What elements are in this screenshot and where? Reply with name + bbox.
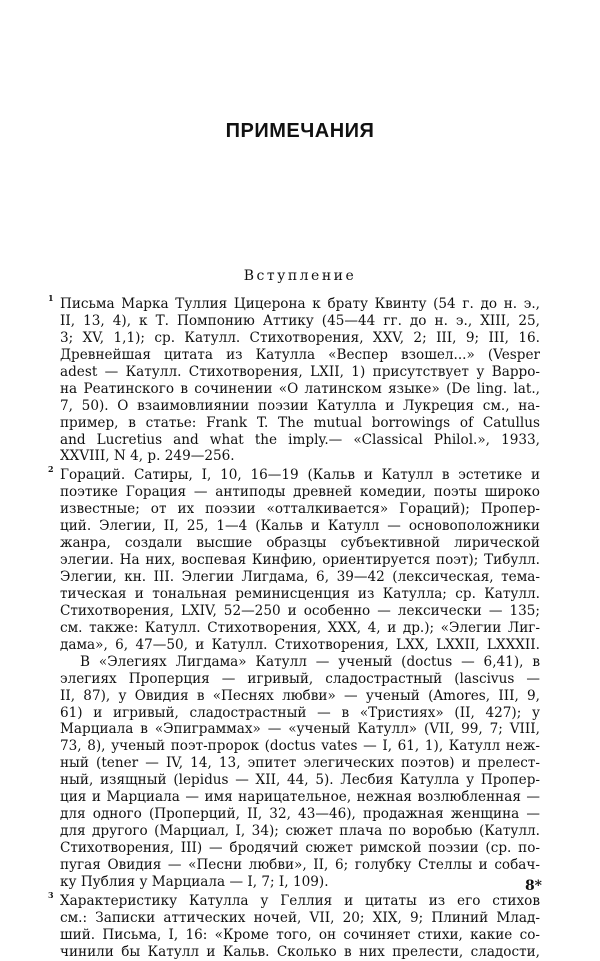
note-line: В «Элегиях Лигдама» Катулл — ученый (doctus — 6,41), в	[80, 653, 540, 670]
notes-list	[48, 293, 540, 961]
note-line: Элегии, кн. III. Элегии Лигдама, 6, 39—42 (лексическая, тема-	[60, 569, 540, 585]
note-line: 7, 50). О взаимовлиянии поэзии Катулла и Лукреция см., на-	[60, 397, 540, 414]
page-title: ПРИМЕЧАНИЯ	[225, 120, 375, 142]
section-heading: Вступление	[243, 268, 357, 284]
note-line: см.: Записки аттических ночей, VII, 20; XIX, 9; Плиний Млад-	[60, 909, 540, 926]
note-1	[48, 293, 540, 465]
note-line: пример, в статье: Frank T. The mutual borrowings of Catullus	[60, 414, 540, 431]
note-line: для одного (Проперций, II, 32, 43—46), продажная женщина —	[60, 806, 540, 823]
note-line: Письма Марка Туллия Цицерона к брату Квинту (54 г. до н. э.,	[60, 296, 540, 312]
note-line: чинили бы Катулл и Кальв. Сколько в них прелести, сладости,	[60, 943, 540, 960]
note-line: ция и Марциала — имя нарицательное, нежная возлюбленная —	[60, 789, 540, 806]
note-marker: 3	[48, 889, 54, 900]
note-line: ный, изящный (lepidus — XII, 44, 5). Лесбия Катулла у Пропер-	[60, 772, 540, 789]
note-line: Стихотворения, LXIV, 52—250 и особенно — лексически — 135;	[60, 602, 540, 619]
note-line: Марциала в «Эпиграммах» — «ученый Катулл» (VII, 99, 7; VIII,	[60, 721, 540, 738]
note-line: II, 87), у Овидия в «Песнях любви» — ученый (Amores, III, 9,	[60, 687, 540, 704]
note-line: ший. Письма, I, 16: «Кроме того, он сочиняет стихи, какие со-	[60, 926, 540, 943]
note-line: Стихотворения, III) — бродячий сюжет римской поэзии (ср. по-	[60, 840, 540, 856]
note-line: Гораций. Сатиры, I, 10, 16—19 (Кальв и Катулл в эстетике и	[60, 467, 540, 484]
note-marker: 2	[48, 464, 54, 475]
note-line: 3; XV, 1,1); ср. Катулл. Стихотворения, XXV, 2; III, 9; III, 16.	[60, 329, 540, 346]
note-2	[48, 464, 540, 890]
note-marker: 1	[48, 293, 54, 303]
note-line: ный (tener — IV, 14, 13, эпитет элегических поэтов) и прелест-	[60, 755, 540, 772]
note-line: жанра, создали высшие образцы субъективной лирической	[60, 535, 540, 552]
note-line: Древнейшая цитата из Катулла «Веспер взошел...» (Vesper	[60, 346, 540, 363]
page-number: 8*	[524, 878, 542, 894]
note-line: поэтике Горация — антиподы древней комедии, поэты широко	[60, 484, 540, 501]
note-line: элегии. На них, воспевая Кинфию, ориентируется поэт); Тибулл.	[60, 552, 540, 569]
note-3	[48, 889, 540, 961]
note-line: II, 13, 4), к Т. Помпонию Аттику (45—44 гг. до н. э., XIII, 25,	[60, 312, 540, 329]
note-line: элегиях Проперция — игривый, сладострастный (lascivus —	[60, 670, 540, 687]
note-line: ку Публия у Марциала — I, 7; I, 109).	[60, 873, 329, 890]
note-line: известные; от их поэзии «отталкивается» Гораций); Пропер-	[60, 501, 540, 518]
note-line: 73, 8), ученый поэт-пророк (doctus vates — I, 61, 1), Катулл неж-	[60, 738, 540, 755]
note-line: Характеристику Катулла у Геллия и цитаты из его стихов	[60, 892, 540, 909]
note-line: тическая и тональная реминисценция из Катулла; ср. Катулл.	[60, 585, 540, 602]
note-line: на Реатинского в сочинении «О латинском языке» (De ling. lat.,	[60, 380, 540, 397]
note-line: adest — Катулл. Стихотворения, LXII, 1) присутствует у Варро-	[60, 363, 540, 380]
note-line: and Lucretius and what the imply.— «Classical Philol.», 1933,	[60, 431, 540, 448]
note-line: см. также: Катулл. Стихотворения, XXX, 4, и др.); «Элегии Лиг-	[60, 619, 540, 636]
note-line: 61) и игривый, сладострастный — в «Тристиях» (II, 427); у	[60, 704, 540, 721]
note-line: пугая Овидия — «Песни любви», II, 6; голубку Стеллы и собач-	[60, 856, 540, 873]
note-line: XXVIII, N 4, p. 249—256.	[60, 448, 235, 465]
note-line: для другого (Марциал, I, 34); сюжет плача по воробью (Катулл.	[60, 823, 540, 840]
note-line: дама», 6, 47—50, и Катулл. Стихотворения, LXX, LXXII, LXXXII.	[60, 636, 540, 653]
note-line: ций. Элегии, II, 25, 1—4 (Кальв и Катулл — основоположники	[60, 518, 540, 535]
